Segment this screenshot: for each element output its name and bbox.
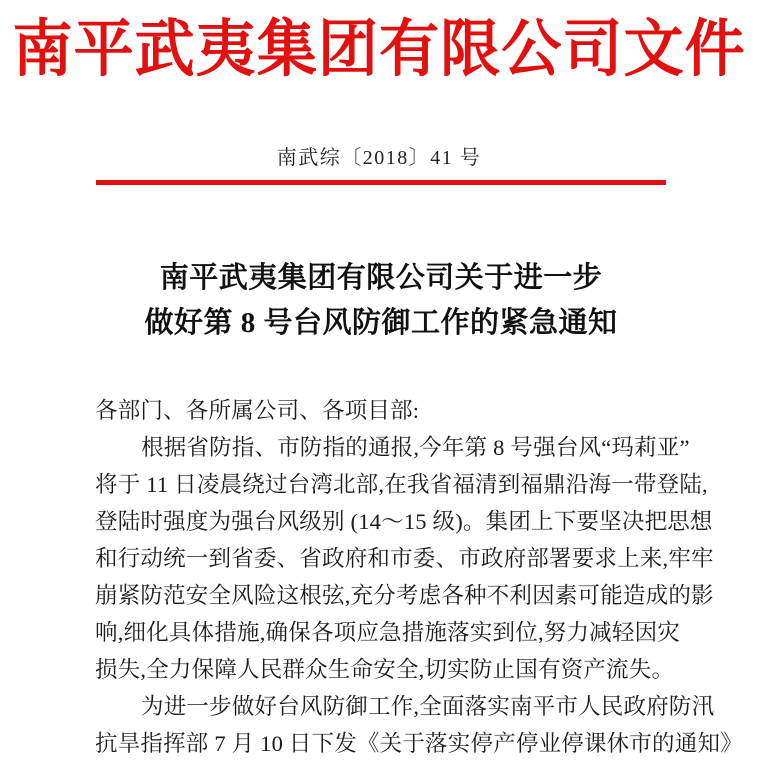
document-title-line-1: 南平武夷集团有限公司关于进一步 <box>159 262 603 294</box>
document-body <box>95 392 743 762</box>
masthead-title: 南平武夷集团有限公司文件 <box>12 16 746 84</box>
body-line: 为进一步做好台风防御工作,全面落实南平市人民政府防汛 <box>141 694 715 719</box>
body-line: 和行动统一到省委、省政府和市委、市政府部署要求上来,牢牢 <box>95 546 714 571</box>
body-line: 根据省防指、市防指的通报,今年第 8 号强台风“玛莉亚” <box>141 435 690 460</box>
body-line: 抗旱指挥部 7 月 10 日下发《关于落实停产停业停课休市的通知》 <box>95 731 743 756</box>
body-line: 响,细化具体措施,确保各项应急措施落实到位,努力减轻因灾 <box>95 620 680 645</box>
body-line: 将于 11 日凌晨绕过台湾北部,在我省福清到福鼎沿海一带登陆, <box>95 472 708 497</box>
body-line: 崩紧防范安全风险这根弦,充分考虑各种不利因素可能造成的影 <box>95 583 714 608</box>
masthead <box>0 16 758 85</box>
document-title <box>95 256 667 346</box>
document-title-line-2: 做好第 8 号台风防御工作的紧急通知 <box>144 307 618 339</box>
body-line: 损失,全力保障人民群众生命安全,切实防止国有资产流失。 <box>95 657 675 682</box>
red-separator-rule <box>96 180 666 185</box>
body-salutation: 各部门、各所属公司、各项目部: <box>95 398 420 423</box>
body-line: 登陆时强度为强台风级别 (14～15 级)。集团上下要坚决把思想 <box>95 509 713 534</box>
document-number: 南武综〔2018〕41 号 <box>276 147 482 169</box>
